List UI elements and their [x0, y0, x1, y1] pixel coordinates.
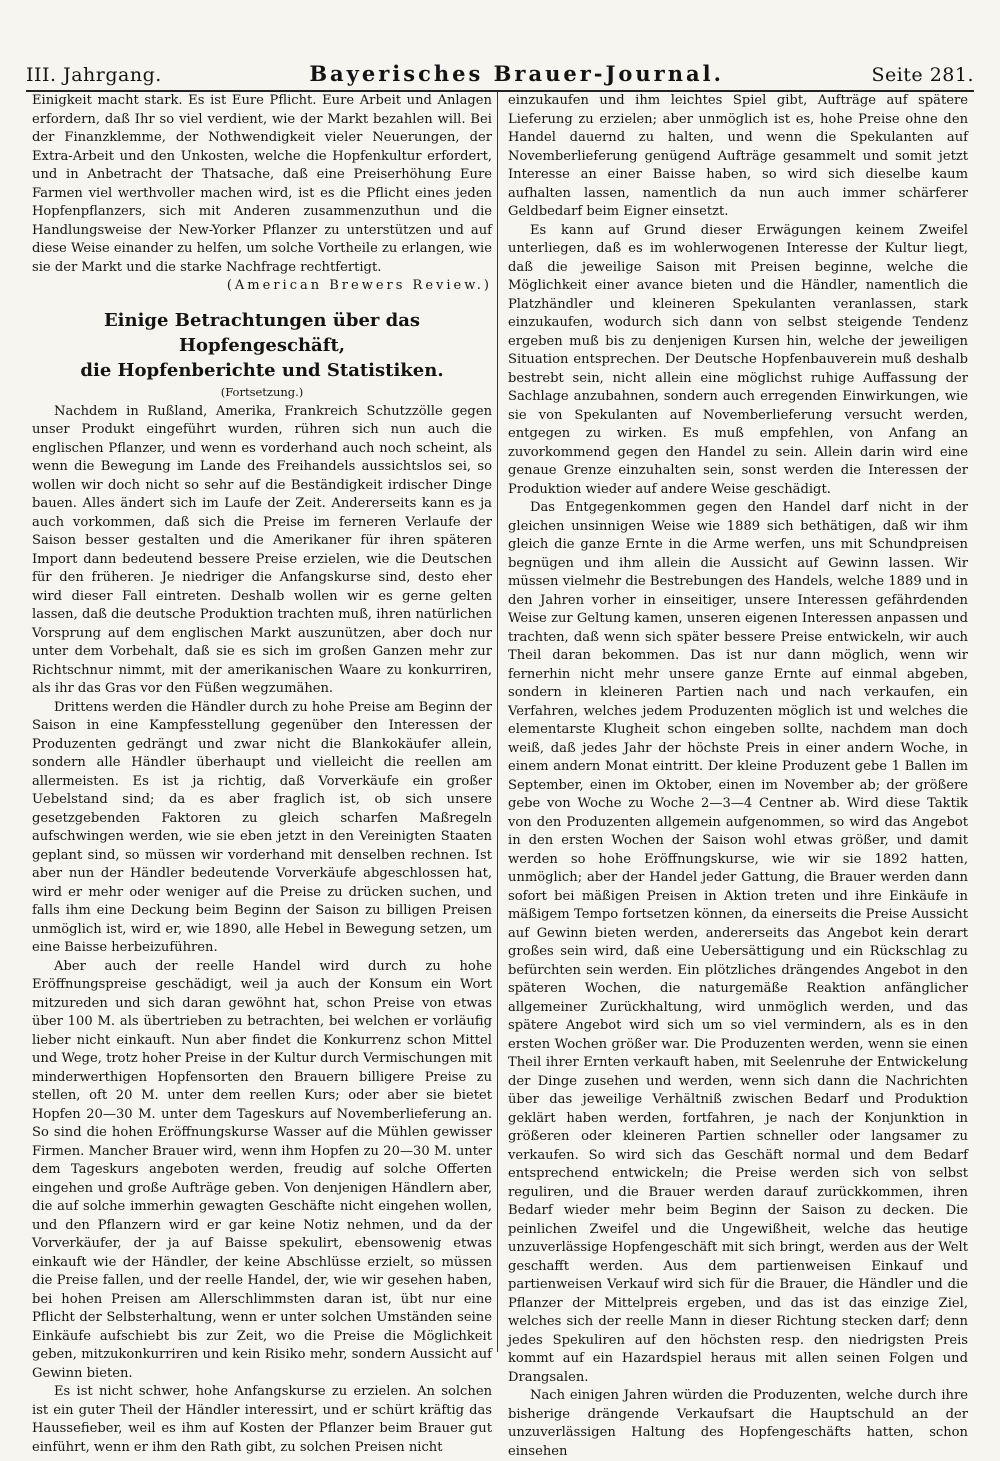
right-paragraph-4: Nach einigen Jahren würden die Produzenten, welche durch ihre bisherige drängende Verkaufsart die Hauptschuld an der unzuverlässigen Haltung des Hopfengeschäfts hatten, schon einsehen: [508, 1388, 968, 1459]
journal-title: Bayerisches Brauer-Journal.: [309, 61, 724, 86]
page-number: Seite 281.: [871, 64, 974, 86]
continuation-note: (Fortsetzung.): [220, 384, 304, 399]
right-paragraph-3: Das Entgegenkommen gegen den Handel darf nicht in der gleichen unsinnigen Weise wie 1889 sich bethätigen, daß wir ihm gleich die ganze Ernte in die Arme werfen, uns mit Schundpreisen begnügen und ihm allein die Aussicht auf Gewinn lassen. Wir müssen vielmehr die Bestrebungen des Handels, welche 1889 und in den Jahren vorher in einseitiger, unsere Interessen gefährdenden Weise zur Geltung kamen, unseren eigenen Interessen anpassen und trachten, daß wenn sich später bessere Preise entwickeln, wir auch Theil daran bekommen. Das ist nur dann möglich, wenn wir fernerhin nicht mehr unsere ganze Ernte auf einmal abgeben, sondern in kleineren Partien nach und nach verkaufen, ein Verfahren, welches jedem Produzenten möglich ist und welches die elementarste Klugheit schon eingeben sollte, nachdem man doch weiß, daß jedes Jahr der höchste Preis in einer andern Woche, in einem andern Monat eintritt. Der kleine Produzent gebe 1 Ballen im September, einen im Oktober, einen im November ab; der größere gebe von Woche zu Woche 2—3—4 Centner ab. Wird diese Taktik von den Produzenten allgemein aufgenommen, so wird das Angebot in den ersten Wochen der Saison wohl etwas größer, und damit werden so hohe Eröffnungskurse, wie wir sie 1892 hatten, unmöglich; aber der Handel jeder Gattung, die Brauer werden dann sofort bei mäßigen Preisen in Aktion treten und ihre Einkäufe in mäßigem Tempo fortsetzen können, da einerseits die Preise Aussicht auf Gewinn bieten werden, andererseits das Angebot kein derart großes sein wird, daß eine Uebersättigung und ein Rückschlag zu befürchten sein werden. Ein plötzliches drängendes Angebot in den späteren Wochen, die naturgemäße Reaktion anfänglicher allgemeiner Zurückhaltung, wird unmöglich werden, und das spätere Angebot wird sich um so viel vermindern, als es in den ersten Wochen größer war. Die Produzenten werden, wenn sie einen Theil ihrer Ernten verkauft haben, mit Seelenruhe der Entwickelung der Dinge zusehen und werden, wenn sich dann die Nachrichten über das jeweilige Verhältniß zwischen Bedarf und Produktion geklärt haben werden, fortfahren, je nach der Konjunktion in größeren oder kleineren Partien schneller oder langsamer zu verkaufen. So wird sich das Geschäft normal und dem Bedarf entsprechend entwickeln; die Preise werden sich von selbst reguliren, und die Brauer werden darauf zurückkommen, ihren Bedarf wieder mehr beim Beginn der Saison zu decken. Die peinlichen Zweifel und die Ungewißheit, welche das heutige unzuverlässige Hopfengeschäft mit sich bringt, werden aus der Welt geschafft werden. Aus dem partienweisen Einkauf und partienweisen Verkauf wird sich für die Brauer, die Händler und die Pflanzer der Mittelpreis ergeben, und das ist das einzige Ziel, welches sich der reelle Mann in dieser Richtung stecken darf; denn jedes Spekuliren auf den höchsten resp. den niedrigsten Preis kommt auf ein Hazardspiel heraus mit allen seinen Folgen und Drangsalen.: [508, 500, 968, 1385]
left-paragraph-3: Aber auch der reelle Handel wird durch zu hohe Eröffnungspreise geschädigt, weil ja auch der Konsum ein Wort mitzureden und sich daran gewöhnt hat, schon Preise von etwas über 100 M. als übertrieben zu betrachten, bei welchen er vorläufig lieber nicht einkauft. Nun aber findet die Konkurrenz schon Mittel und Wege, trotz hoher Preise in der Kultur durch Vermischungen mit minderwerthigen Hopfensorten den Brauern billigere Preise zu stellen, oft 20 M. unter dem reellen Kurs; oder aber sie bietet Hopfen 20—30 M. unter dem Tageskurs auf Novemberlieferung an. So sind die hohen Eröffnungskurse Wasser auf die Mühlen gewisser Firmen. Mancher Brauer wird, wenn ihm Hopfen zu 20—30 M. unter dem Tageskurs angeboten werden, freudig auf solche Offerten eingehen und große Aufträge geben. Von denjenigen Händlern aber, die auf solche immerhin gewagten Geschäfte nicht eingehen wollen, und den Pflanzern wird er gar keine Notiz nehmen, und da der Vorverkäufer, der ja auf Baisse spekulirt, ebensowenig etwas einkauft wie der Händler, der keine Abschlüsse erzielt, so müssen die Preise fallen, und der reelle Handel, der, wie wir gesehen haben, bei hohen Preisen am Allerschlimmsten daran ist, übt nur eine Pflicht der Selbsterhaltung, wenn er unter solchen Umständen seine Einkäufe aufschiebt bis zur Zeit, wo die Preise die Möglichkeit geben, mitzukonkurriren und kein Risiko mehr, sondern Aussicht auf Gewinn bieten.: [32, 958, 492, 1381]
article-title: [32, 308, 492, 383]
left-column: [32, 92, 492, 1455]
left-paragraph-2: Drittens werden die Händler durch zu hohe Preise am Beginn der Saison in eine Kampfesstellung gegenüber den Interessen der Produzenten gedrängt und zwar nicht die Blankokäufer allein, sondern alle Händler überhaupt und vielleicht die reellen am allermeisten. Es ist ja richtig, daß Vorverkäufe ein großer Uebelstand sind; da es aber fraglich ist, ob sich unsere gesetzgebenden Faktoren zu gleich scharfen Maßregeln aufschwingen werden, wie sie eben jetzt in den Vereinigten Staaten geplant sind, so müssen wir vorderhand mit denselben rechnen. Ist aber nun der Händler bedeutende Vorverkäufe abgeschlossen hat, wird er mehr oder weniger auf die Preise zu drücken suchen, und falls ihm eine Deckung beim Beginn der Saison zu billigen Preisen unmöglich ist, wird er, wie 1890, alle Hebel in Bewegung setzen, um eine Baisse herbeizuführen.: [32, 699, 492, 955]
text-columns: [32, 92, 968, 1459]
intro-paragraph: Einigkeit macht stark. Es ist Eure Pflicht. Eure Arbeit und Anlagen erfordern, daß Ihr so viel verdient, wie der Markt bezahlen will. Bei der Finanzklemme, der Nothwendigkeit vieler Neuerungen, der Extra-Arbeit und den Unkosten, welche die Hopfenkultur erfordert, und in Anbetracht der Thatsache, daß eine Preiserhöhung Eure Farmen viel werthvoller machen wird, ist es die Pflicht eines jeden Hopfenpflanzers, sich mit Anderen zusammenzuthun und die Handlungsweise der New-Yorker Pflanzer zu unterstützen und auf diese Weise einander zu helfen, um solche Vortheile zu erlangen, wie sie der Markt und die starke Nachfrage rechtfertigt.: [32, 93, 492, 275]
volume-label: III. Jahrgang.: [26, 64, 162, 86]
left-paragraph-4: Es ist nicht schwer, hohe Anfangskurse zu erzielen. An solchen ist ein guter Theil der Händler interessirt, und er schürt kräftig das Haussefieber, weil es ihm auf Kosten der Pflanzer beim Brauer gut einführt, wenn er ihm den Rath gibt, zu solchen Preisen nicht: [32, 1384, 492, 1455]
article-title-line-2: die Hopfenberichte und Statistiken.: [80, 359, 444, 381]
right-column: [508, 92, 968, 1459]
right-paragraph-1: einzukaufen und ihm leichtes Spiel gibt, Aufträge auf spätere Lieferung zu erzielen; aber unmöglich ist es, hohe Preise ohne den Handel dauernd zu halten, und wenn die Spekulanten auf Novemberlieferung genügend Aufträge gesammelt und somit jetzt Interesse an einer Baisse haben, so wird sich dieselbe kaum aufhalten lassen, namentlich da nun auch immer schärferer Geldbedarf beim Eigner einsetzt.: [508, 93, 968, 219]
article-title-line-1: Einige Betrachtungen über das Hopfengeschäft,: [103, 309, 421, 356]
page-header: [26, 56, 974, 92]
source-citation: (American Brewers Review.): [226, 278, 492, 293]
right-paragraph-2: Es kann auf Grund dieser Erwägungen keinem Zweifel unterliegen, daß es im wohlerwogenen Interesse der Kultur liegt, daß die jeweilige Saison mit Preisen beginne, welche die Möglichkeit einer avance bieten und die Händler, namentlich die Platzhändler und kleineren Spekulanten veranlassen, stark einzukaufen, wodurch sich dann von selbst steigende Tendenz ergeben muß bis zu denjenigen Kursen hin, welche der jeweiligen Situation entsprechen. Der Deutsche Hopfenbauverein muß deshalb bestrebt sein, nicht allein eine möglichst ruhige Auffassung der Sachlage anzubahnen, sondern auch erregenden Einwirkungen, wie sie von Spekulanten auf Novemberlieferung versucht werden, entgegen zu wirken. Es muß empfehlen, von Anfang an zuvorkommend gegen den Handel zu sein. Allein darin wird eine genaue Grenze einzuhalten sein, sonst werden die Interessen der Produktion wieder auf andere Weise geschädigt.: [508, 222, 968, 497]
left-paragraph-1: Nachdem in Rußland, Amerika, Frankreich Schutzzölle gegen unser Produkt eingeführt wurden, rühren sich nun auch die englischen Pflanzer, und wenn es vorderhand auch noch scheint, als wenn die Bewegung im Lande des Freihandels aussichtslos sei, so wollen wir doch nicht so sehr auf die Beständigkeit irdischer Dinge bauen. Alles ändert sich im Laufe der Zeit. Andererseits kann es ja auch vorkommen, daß sich die Preise im ferneren Verlaufe der Saison besser gestalten und die Amerikaner für ihren späteren Import dann bedeutend bessere Preise erzielen, wie die Deutschen für den früheren. Je niedriger die Anfangskurse sind, desto eher wird dieser Fall eintreten. Deshalb wollen wir es gerne gelten lassen, daß die deutsche Produktion trachten muß, ihren natürlichen Vorsprung auf dem englischen Markt auszunützen, aber doch nur unter dem Vorbehalt, daß sie es sich im großen Ganzen mehr zur Richtschnur nimmt, mit der amerikanischen Waare zu konkurriren, als ihr das Gras vor den Füßen wegzumähen.: [32, 403, 492, 696]
